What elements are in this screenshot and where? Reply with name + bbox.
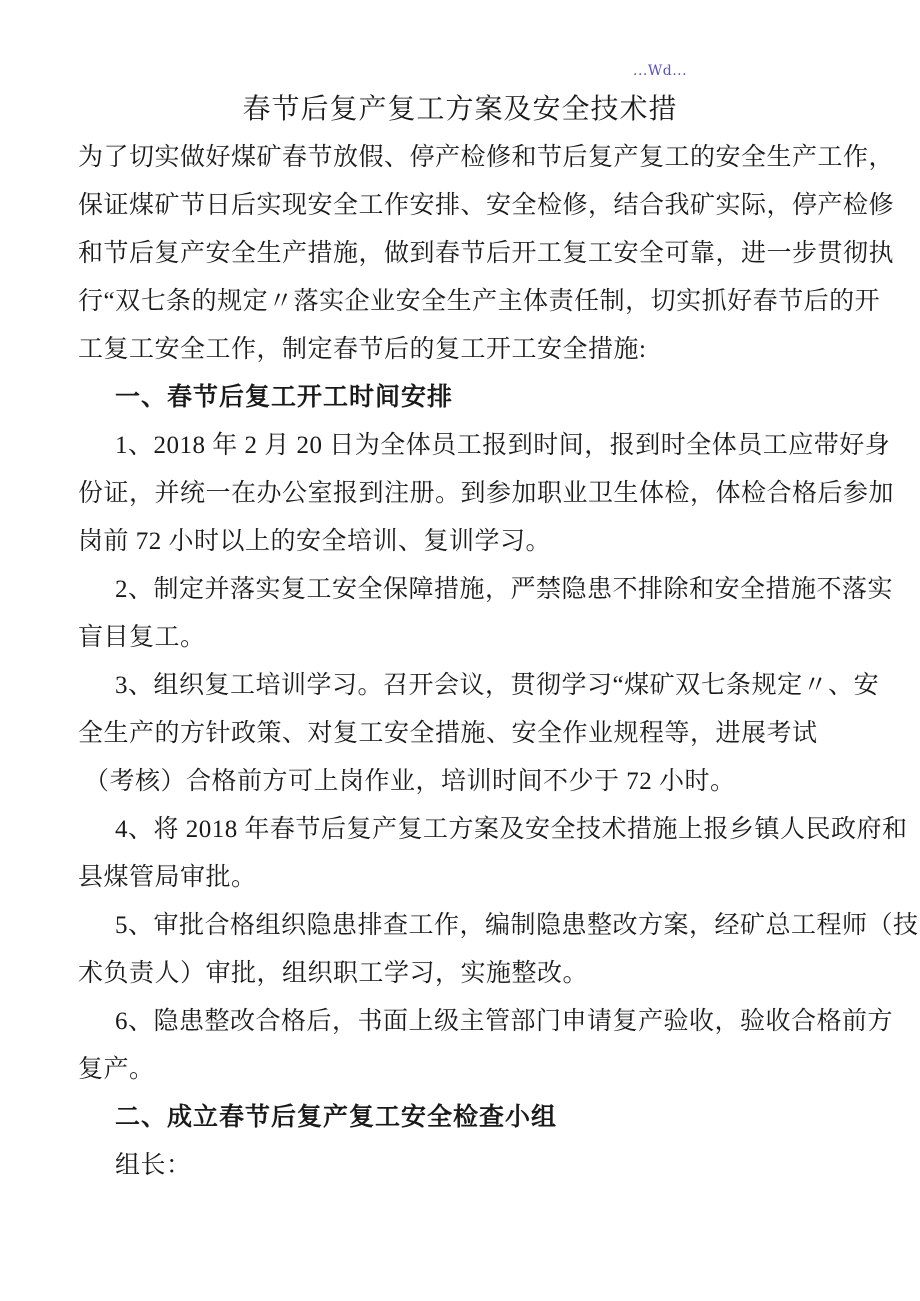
paragraph-line: 术负责人）审批，组织职工学习，实施整改。 xyxy=(78,960,589,987)
paragraph-line: 行“双七条的规定〃落实企业安全生产主体责任制，切实抓好春节后的开 xyxy=(78,288,881,315)
paragraph-line: 2、制定并落实复工安全保障措施，严禁隐患不排除和安全措施不落实 xyxy=(115,576,894,603)
paragraph-line: 1、2018 年 2 月 20 日为全体员工报到时间，报到时全体员工应带好身 xyxy=(115,432,891,459)
paragraph-line: 4、将 2018 年春节后复产复工方案及安全技术措施上报乡镇人民政府和 xyxy=(115,816,908,843)
paragraph-line: 工复工安全工作，制定春节后的复工开工安全措施: xyxy=(78,336,647,363)
paragraph-line: 6、隐患整改合格后，书面上级主管部门申请复产验收，验收合格前方 xyxy=(115,1008,894,1035)
paragraph-line: 和节后复产安全生产措施，做到春节后开工复工安全可靠，进一步贯彻执 xyxy=(78,240,895,267)
watermark-text: ...Wd... xyxy=(633,63,688,79)
paragraph-line: 复产。 xyxy=(78,1056,155,1083)
paragraph-line: 5、审批合格组织隐患排查工作，编制隐患整改方案，经矿总工程师（技 xyxy=(115,912,919,939)
paragraph-line: 3、组织复工培训学习。召开会议，贯彻学习“煤矿双七条规定〃、安 xyxy=(115,672,880,699)
paragraph-line: 盲目复工。 xyxy=(78,624,206,651)
section-heading-1: 一、春节后复工开工时间安排 xyxy=(115,384,454,411)
group-leader-line: 组长： xyxy=(115,1152,192,1179)
paragraph-line: 为了切实做好煤矿春节放假、停产检修和节后复产复工的安全生产工作， xyxy=(78,144,895,171)
document-title: 春节后复产复工方案及安全技术措 xyxy=(242,94,678,125)
paragraph-line: 县煤管局审批。 xyxy=(78,864,257,891)
paragraph-line: 全生产的方针政策、对复工安全措施、安全作业规程等，进展考试 xyxy=(78,720,818,747)
document-body xyxy=(78,134,919,1190)
paragraph-line: 份证，并统一在办公室报到注册。到参加职业卫生体检，体检合格后参加 xyxy=(78,480,895,507)
paragraph-line: （考核）合格前方可上岗作业，培训时间不少于 72 小时。 xyxy=(84,768,736,795)
section-heading-2: 二、成立春节后复产复工安全检查小组 xyxy=(115,1104,558,1131)
paragraph-line: 保证煤矿节日后实现安全工作安排、安全检修，结合我矿实际，停产检修 xyxy=(78,192,895,219)
paragraph-line: 岗前 72 小时以上的安全培训、复训学习。 xyxy=(78,528,552,555)
